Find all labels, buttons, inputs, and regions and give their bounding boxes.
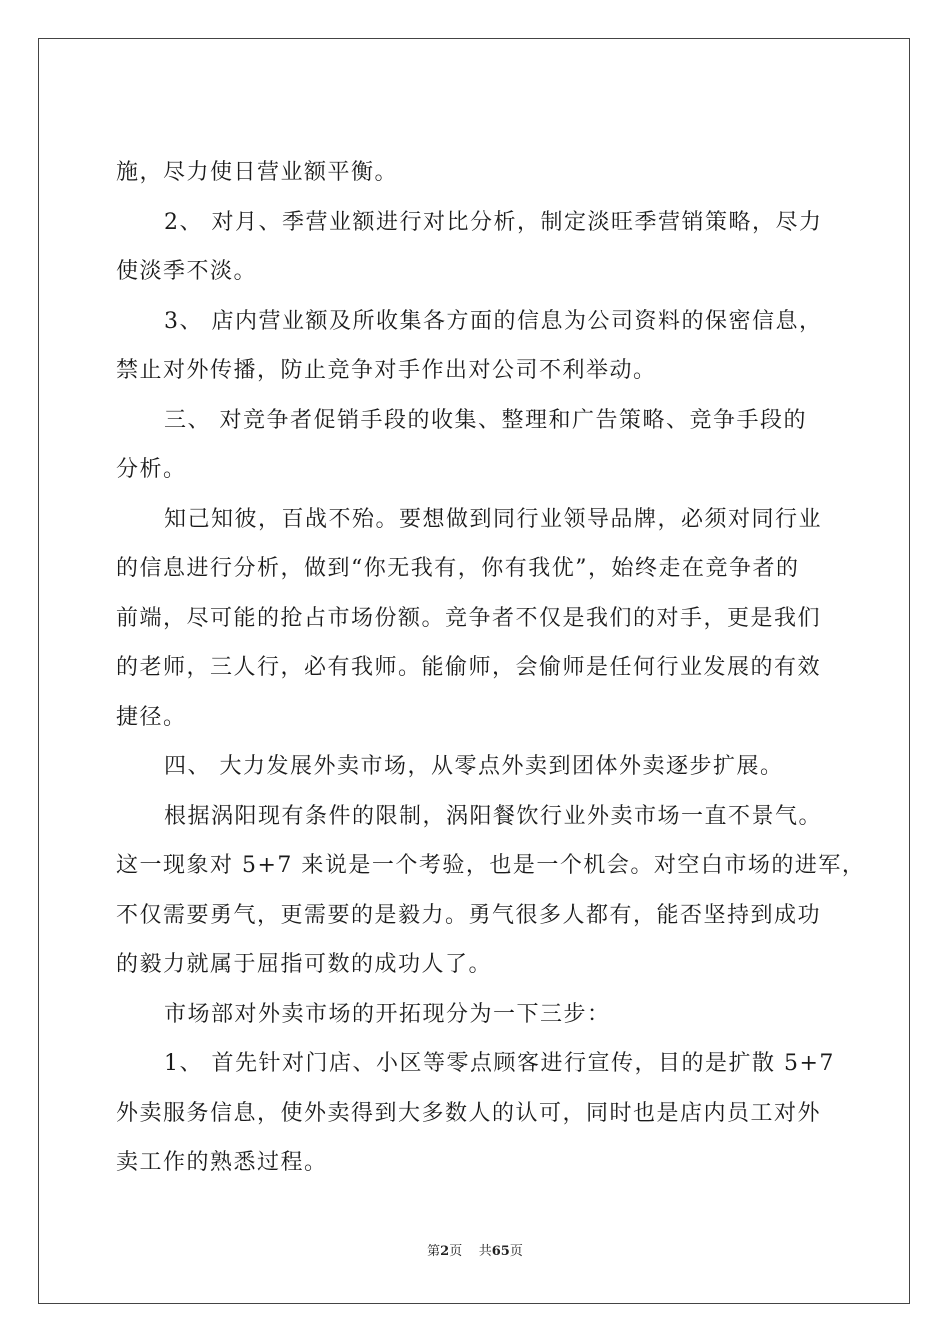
section-heading-3: 分析。 — [116, 457, 187, 482]
paragraph-line: 卖工作的熟悉过程。 — [116, 1150, 328, 1175]
paragraph-line: 施，尽力使日营业额平衡。 — [116, 160, 399, 185]
paragraph-line: 2、 对月、季营业额进行对比分析，制定淡旺季营销策略，尽力 — [164, 210, 823, 235]
paragraph-line: 市场部对外卖市场的开拓现分为一下三步： — [164, 1002, 611, 1027]
paragraph-line: 3、 店内营业额及所收集各方面的信息为公司资料的保密信息， — [164, 309, 823, 334]
paragraph-line: 1、 首先针对门店、小区等零点顾客进行宣传，目的是扩散 5+7 — [164, 1051, 835, 1076]
paragraph-line: 根据涡阳现有条件的限制，涡阳餐饮行业外卖市场一直不景气。 — [164, 804, 823, 829]
footer-prefix: 第 — [427, 1244, 441, 1259]
paragraph-line: 外卖服务信息，使外卖得到大多数人的认可，同时也是店内员工对外 — [116, 1101, 822, 1126]
footer-page-unit: 页 — [449, 1244, 463, 1259]
current-page-number: 2 — [440, 1244, 450, 1259]
paragraph-line: 使淡季不淡。 — [116, 259, 258, 284]
section-heading-3: 三、 对竞争者促销手段的收集、整理和广告策略、竞争手段的 — [164, 408, 807, 433]
page-footer — [0, 1243, 950, 1261]
footer-total-prefix: 共 — [478, 1244, 492, 1259]
footer-total-unit: 页 — [509, 1244, 523, 1259]
paragraph-line: 这一现象对 5+7 来说是一个考验，也是一个机会。对空白市场的进军， — [116, 853, 866, 878]
paragraph-line: 前端，尽可能的抢占市场份额。竞争者不仅是我们的对手，更是我们 — [116, 606, 822, 631]
paragraph-line: 的毅力就属于屈指可数的成功人了。 — [116, 952, 493, 977]
section-heading-4: 四、 大力发展外卖市场，从零点外卖到团体外卖逐步扩展。 — [164, 754, 784, 779]
paragraph-line: 捷径。 — [116, 705, 187, 730]
total-pages-number: 65 — [491, 1244, 510, 1259]
paragraph-line: 的老师，三人行，必有我师。能偷师，会偷师是任何行业发展的有效 — [116, 655, 822, 680]
paragraph-line: 禁止对外传播，防止竞争对手作出对公司不利举动。 — [116, 358, 657, 383]
paragraph-line: 的信息进行分析，做到“你无我有，你有我优”，始终走在竞争者的 — [116, 556, 800, 581]
paragraph-line: 不仅需要勇气，更需要的是毅力。勇气很多人都有，能否坚持到成功 — [116, 903, 822, 928]
paragraph-line: 知己知彼，百战不殆。要想做到同行业领导品牌，必须对同行业 — [164, 507, 823, 532]
